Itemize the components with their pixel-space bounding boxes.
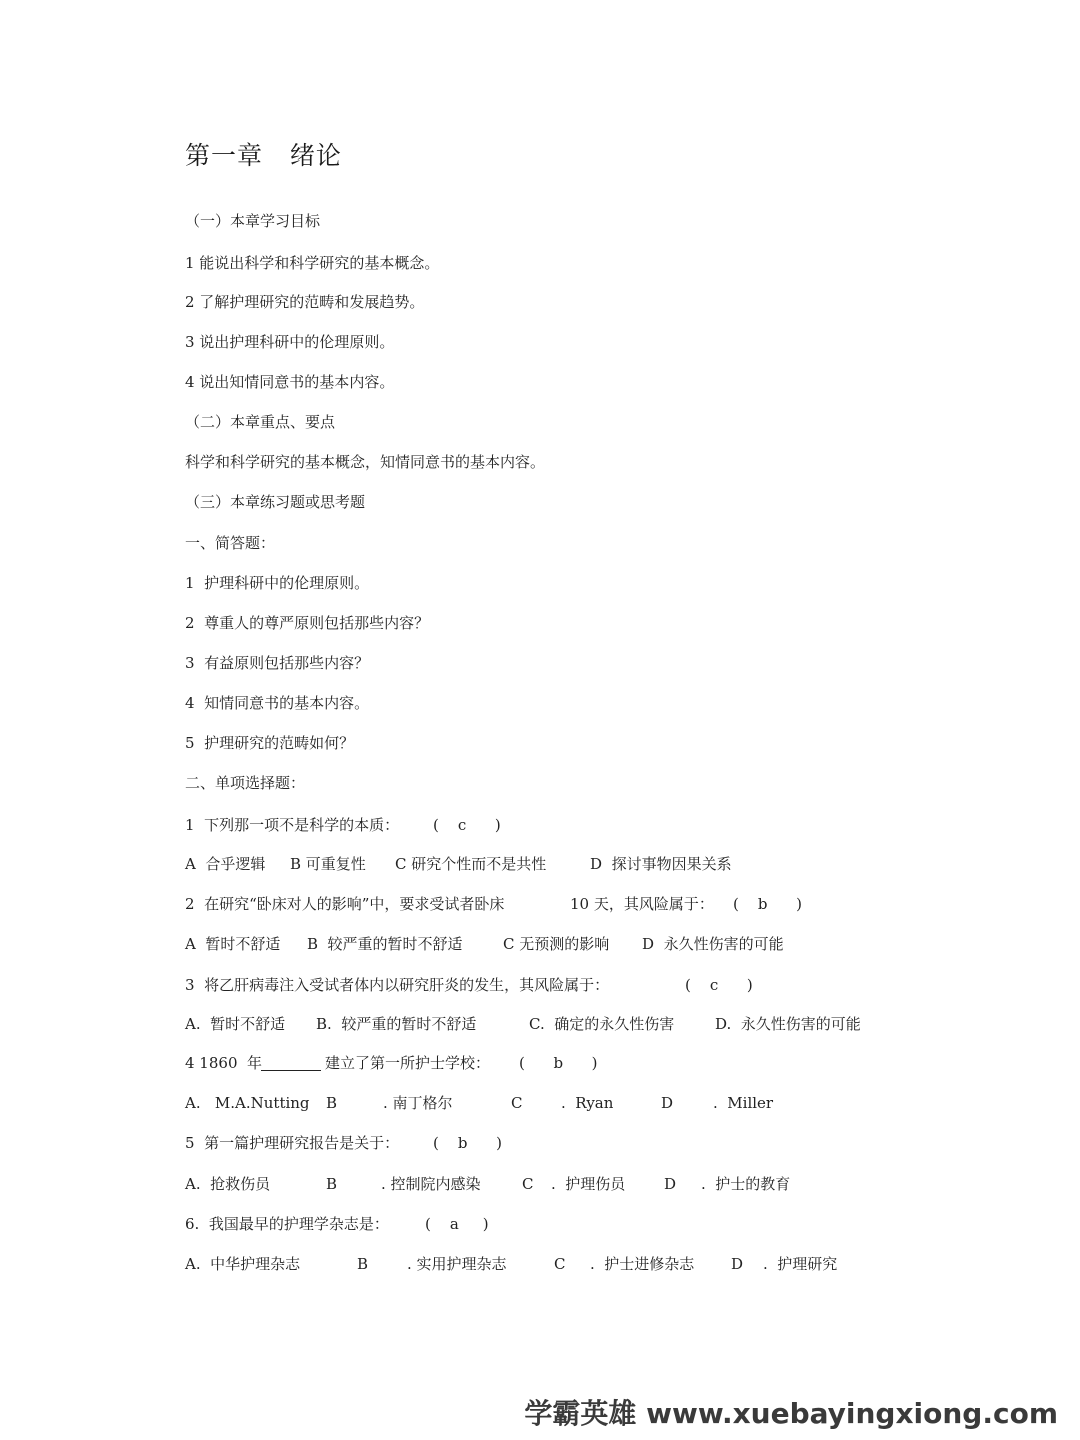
option-b: B 可重复性	[290, 855, 366, 873]
question-stem: 2 在研究“卧床对人的影响”中，要求受试者卧床	[185, 895, 505, 913]
question-1-options	[185, 854, 905, 874]
question-stem: 3 将乙肝病毒注入受试者体内以研究肝炎的发生，其风险属于：	[185, 976, 610, 994]
fill-in-blank-line	[261, 1070, 321, 1071]
option-d: . 护理研究	[763, 1255, 838, 1273]
short-answer-heading: 一、简答题：	[185, 534, 276, 552]
question-stem: 5 第一篇护理研究报告是关于：	[185, 1134, 400, 1152]
short-answer-item: 1 护理科研中的伦理原则。	[185, 574, 370, 592]
option-c-letter: C	[511, 1094, 523, 1112]
key-points-heading: （二）本章重点、要点	[185, 413, 336, 431]
question-4	[185, 1053, 905, 1073]
option-a: A 暂时不舒适	[185, 935, 281, 953]
question-5	[185, 1133, 905, 1153]
option-b: . 实用护理杂志	[407, 1255, 507, 1273]
short-answer-item: 5 护理研究的范畴如何？	[185, 734, 355, 752]
option-c: C 无预测的影响	[503, 935, 610, 953]
goal-item: 2 了解护理研究的范畴和发展趋势。	[185, 293, 425, 311]
option-a: A 合乎逻辑	[185, 855, 266, 873]
option-d: . 护士的教育	[701, 1175, 791, 1193]
option-c: C 研究个性而不是共性	[395, 855, 547, 873]
option-b-letter: B	[326, 1175, 338, 1193]
question-6-options	[185, 1254, 905, 1274]
option-b: B 较严重的暂时不舒适	[307, 935, 463, 953]
goal-item: 4 说出知情同意书的基本内容。	[185, 373, 395, 391]
option-d-letter: D	[664, 1175, 677, 1193]
option-c: . 护理伤员	[551, 1175, 626, 1193]
option-a: A. 中华护理杂志	[185, 1255, 301, 1273]
option-c-letter: C	[554, 1255, 566, 1273]
question-4-options	[185, 1093, 905, 1113]
answer-blank: ( b )	[733, 895, 802, 913]
option-d: D 永久性伤害的可能	[642, 935, 784, 953]
option-d-letter: D	[661, 1094, 674, 1112]
option-a: A. 抢救伤员	[185, 1175, 271, 1193]
question-1	[185, 815, 905, 835]
goal-item: 3 说出护理科研中的伦理原则。	[185, 333, 395, 351]
answer-blank: ( c )	[685, 976, 753, 994]
question-3	[185, 975, 905, 995]
question-2	[185, 894, 905, 914]
question-stem: 6. 我国最早的护理学杂志是：	[185, 1215, 389, 1233]
short-answer-item: 3 有益原则包括那些内容？	[185, 654, 370, 672]
goals-heading: （一）本章学习目标	[185, 212, 321, 230]
option-d: . Miller	[713, 1094, 774, 1112]
question-stem-tail: 10 天，其风险属于：	[570, 895, 714, 913]
question-3-options	[185, 1014, 905, 1034]
option-d: D 探讨事物因果关系	[590, 855, 732, 873]
option-c-letter: C	[522, 1175, 534, 1193]
short-answer-item: 2 尊重人的尊严原则包括那些内容？	[185, 614, 430, 632]
answer-blank: ( b )	[433, 1134, 502, 1152]
site-watermark: 学霸英雄 www.xuebayingxiong.com	[524, 1397, 1058, 1430]
short-answer-item: 4 知情同意书的基本内容。	[185, 694, 370, 712]
goal-item: 1 能说出科学和科学研究的基本概念。	[185, 254, 440, 272]
option-d-letter: D	[731, 1255, 744, 1273]
option-c: . Ryan	[561, 1094, 614, 1112]
question-2-options	[185, 934, 905, 954]
question-stem-tail: 建立了第一所护士学校：	[325, 1054, 491, 1072]
chapter-title: 第一章 绪论	[185, 141, 342, 170]
option-c: . 护士进修杂志	[590, 1255, 695, 1273]
question-stem: 1 下列那一项不是科学的本质：	[185, 816, 400, 834]
option-d: D. 永久性伤害的可能	[715, 1015, 861, 1033]
option-a: A. M.A.Nutting	[185, 1094, 310, 1112]
option-b-letter: B	[357, 1255, 369, 1273]
option-b: . 控制院内感染	[381, 1175, 481, 1193]
single-choice-heading: 二、单项选择题：	[185, 774, 306, 792]
exercises-heading: （三）本章练习题或思考题	[185, 493, 366, 511]
option-b: B. 较严重的暂时不舒适	[316, 1015, 477, 1033]
option-c: C. 确定的永久性伤害	[529, 1015, 675, 1033]
answer-blank: ( b )	[519, 1054, 598, 1072]
option-b-letter: B	[326, 1094, 338, 1112]
answer-blank: ( a )	[425, 1215, 489, 1233]
answer-blank: ( c )	[433, 816, 501, 834]
option-a: A. 暂时不舒适	[185, 1015, 286, 1033]
key-points-text: 科学和科学研究的基本概念，知情同意书的基本内容。	[185, 453, 546, 471]
question-5-options	[185, 1174, 905, 1194]
question-6	[185, 1214, 905, 1234]
option-b: . 南丁格尔	[383, 1094, 453, 1112]
question-stem: 4 1860 年	[185, 1054, 263, 1072]
